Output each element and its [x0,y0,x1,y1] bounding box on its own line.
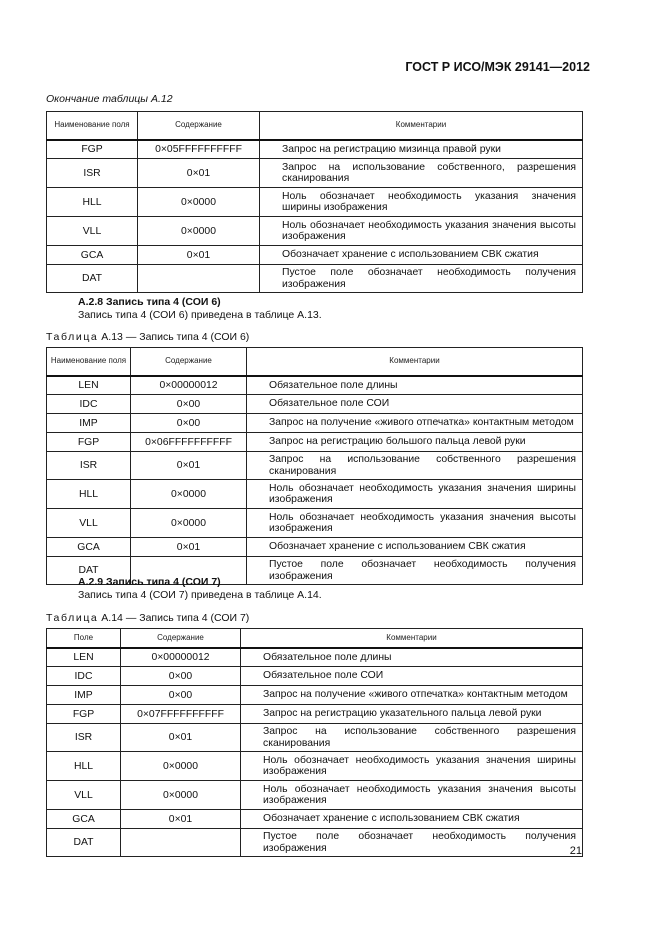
table-row [47,724,583,752]
value-cell: 0×07FFFFFFFFFF [121,705,241,724]
comment-cell: Ноль обозначает необходимость указания значения ширины изображения [247,480,583,509]
value-cell: 0×06FFFFFFFFFF [131,433,247,452]
column-header: Комментарии [241,629,583,648]
comment-cell: Пустое поле обозначает необходимость получения изображения [247,557,583,585]
field-cell: VLL [47,217,138,246]
field-cell: HLL [47,188,138,217]
section-heading: А.2.8 Запись типа 4 (СОИ 6) [78,296,221,308]
caption-title: А.14 — Запись типа 4 (СОИ 7) [101,612,250,624]
comment-cell: Обязательное поле СОИ [247,395,583,414]
document-code: ГОСТ Р ИСО/МЭК 29141—2012 [405,60,590,74]
table-row [47,538,583,557]
comment-cell: Запрос на получение «живого отпечатка» контактным методом [247,414,583,433]
value-cell: 0×01 [131,452,247,480]
section-a28 [78,296,322,322]
caption-prefix: Таблица [46,612,99,624]
field-cell: IMP [47,414,131,433]
table-row [47,140,583,159]
table-row [47,667,583,686]
column-header: Наименование поля [47,348,131,376]
comment-cell: Запрос на регистрацию указательного пальца левой руки [241,705,583,724]
comment-cell: Обязательное поле длины [241,648,583,667]
caption-prefix: Таблица [46,331,99,343]
table-row [47,810,583,829]
table-body [47,376,583,585]
field-cell: IDC [47,395,131,414]
comment-cell: Ноль обозначает необходимость указания значения ширины изображения [260,188,583,217]
column-header: Комментарии [247,348,583,376]
table-row [47,686,583,705]
field-cell: HLL [47,752,121,781]
field-cell: HLL [47,480,131,509]
comment-cell: Обязательное поле длины [247,376,583,395]
value-cell: 0×01 [131,538,247,557]
column-header: Содержание [138,112,260,140]
table-row [47,246,583,265]
field-cell: IDC [47,667,121,686]
value-cell: 0×00 [121,686,241,705]
value-cell: 0×0000 [121,781,241,810]
table-row [47,217,583,246]
comment-cell: Ноль обозначает необходимость указания значения высоты изображения [241,781,583,810]
table-row [47,452,583,480]
table-row [47,376,583,395]
table-row [47,265,583,293]
comment-cell: Ноль обозначает необходимость указания значения высоты изображения [247,509,583,538]
field-cell: LEN [47,376,131,395]
table-header-row [47,629,583,648]
comment-cell: Обозначает хранение с использованием СВК сжатия [260,246,583,265]
value-cell: 0×0000 [138,188,260,217]
comment-cell: Запрос на регистрацию мизинца правой руки [260,140,583,159]
column-header: Содержание [131,348,247,376]
column-header: Комментарии [260,112,583,140]
value-cell: 0×0000 [138,217,260,246]
comment-cell: Запрос на регистрацию большого пальца левой руки [247,433,583,452]
section-a29 [78,576,322,602]
value-cell: 0×01 [121,810,241,829]
comment-cell: Запрос на получение «живого отпечатка» контактным методом [241,686,583,705]
table-a12-continuation-caption: Окончание таблицы А.12 [46,93,173,105]
comment-cell: Запрос на использование собственного разрешения сканирования [247,452,583,480]
table-row [47,509,583,538]
field-cell: ISR [47,452,131,480]
field-cell: FGP [47,140,138,159]
field-cell: FGP [47,705,121,724]
value-cell: 0×00000012 [131,376,247,395]
table-row [47,433,583,452]
comment-cell: Пустое поле обозначает необходимость получения изображения [260,265,583,293]
table-row [47,781,583,810]
table-a12 [46,111,583,293]
value-cell [121,829,241,857]
caption-title: А.13 — Запись типа 4 (СОИ 6) [101,331,250,343]
value-cell: 0×00000012 [121,648,241,667]
table-row [47,159,583,188]
value-cell: 0×0000 [121,752,241,781]
table-row [47,188,583,217]
value-cell: 0×00 [121,667,241,686]
field-cell: ISR [47,159,138,188]
field-cell: GCA [47,810,121,829]
table-row [47,829,583,857]
value-cell [138,265,260,293]
table-row [47,705,583,724]
table-row [47,752,583,781]
comment-cell: Ноль обозначает необходимость указания значения высоты изображения [260,217,583,246]
comment-cell: Обозначает хранение с использованием СВК сжатия [241,810,583,829]
table-body [47,140,583,293]
section-text: Запись типа 4 (СОИ 7) приведена в таблице А.14. [78,589,322,601]
value-cell: 0×00 [131,395,247,414]
value-cell: 0×00 [131,414,247,433]
comment-cell: Обозначает хранение с использованием СВК сжатия [247,538,583,557]
page-number: 21 [569,845,582,857]
field-cell: FGP [47,433,131,452]
value-cell: 0×05FFFFFFFFFF [138,140,260,159]
table-body [47,648,583,857]
table-a13 [46,347,583,585]
field-cell: GCA [47,538,131,557]
table-row [47,480,583,509]
value-cell: 0×0000 [131,509,247,538]
field-cell: DAT [47,557,131,585]
field-cell: LEN [47,648,121,667]
value-cell: 0×01 [121,724,241,752]
table-a14-caption [46,612,249,624]
comment-cell: Пустое поле обозначает необходимость получения изображения [241,829,583,857]
section-text: Запись типа 4 (СОИ 6) приведена в таблице А.13. [78,309,322,321]
comment-cell: Ноль обозначает необходимость указания значения ширины изображения [241,752,583,781]
value-cell: 0×01 [138,246,260,265]
comment-cell: Запрос на использование собственного разрешения сканирования [241,724,583,752]
comment-cell: Запрос на использование собственного, разрешения сканирования [260,159,583,188]
field-cell: GCA [47,246,138,265]
column-header: Содержание [121,629,241,648]
value-cell: 0×01 [138,159,260,188]
field-cell: DAT [47,265,138,293]
table-row [47,414,583,433]
comment-cell: Обязательное поле СОИ [241,667,583,686]
field-cell: DAT [47,829,121,857]
section-heading: А.2.9 Запись типа 4 (СОИ 7) [78,576,221,588]
column-header: Наименование поля [47,112,138,140]
value-cell: 0×0000 [131,480,247,509]
field-cell: IMP [47,686,121,705]
column-header: Поле [47,629,121,648]
table-a13-caption [46,331,249,343]
field-cell: VLL [47,509,131,538]
table-row [47,648,583,667]
field-cell: ISR [47,724,121,752]
table-row [47,395,583,414]
field-cell: VLL [47,781,121,810]
table-header-row [47,348,583,376]
table-header-row [47,112,583,140]
table-a14 [46,628,583,857]
